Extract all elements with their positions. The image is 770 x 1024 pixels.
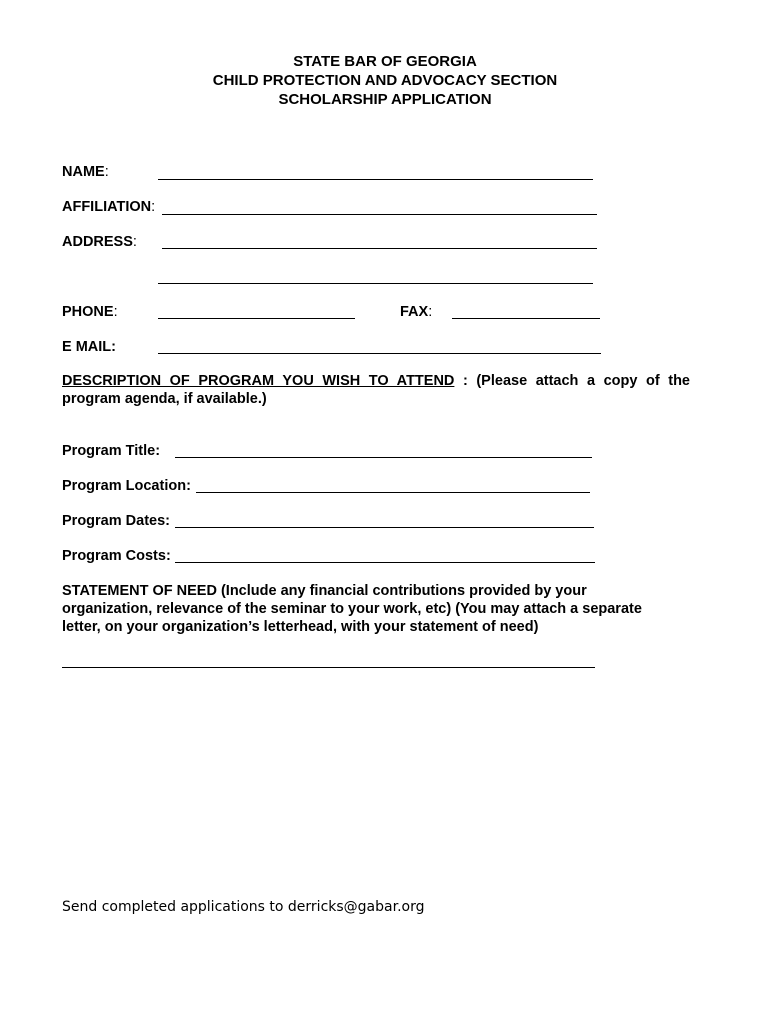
affiliation-label-text: AFFILIATION <box>62 199 152 215</box>
statement-of-need-heading: STATEMENT OF NEED (Include any financial contributions provided by your organization, relevance of the seminar to your work, etc) (You may attach a separate letter, on your organization’s letterhead, with your statement of need) <box>62 583 642 635</box>
program-dates-label: Program Dates: <box>62 513 170 529</box>
program-title-field[interactable] <box>175 457 592 458</box>
program-location-label: Program Location: <box>62 478 191 494</box>
phone-field[interactable] <box>158 318 355 319</box>
name-field[interactable] <box>158 179 593 180</box>
address-field-line1[interactable] <box>162 248 597 249</box>
phone-label-text: PHONE <box>62 304 114 320</box>
title-organization: STATE BAR OF GEORGIA <box>293 53 477 70</box>
title-form-name: SCHOLARSHIP APPLICATION <box>278 91 492 108</box>
affiliation-label: AFFILIATION: <box>62 199 156 215</box>
program-costs-field[interactable] <box>175 562 595 563</box>
phone-label: PHONE: <box>62 304 118 320</box>
program-location-field[interactable] <box>196 492 590 493</box>
fax-label-text: FAX <box>400 304 429 320</box>
statement-of-need-field[interactable] <box>62 667 595 668</box>
description-heading: DESCRIPTION OF PROGRAM YOU WISH TO ATTEND <box>62 373 455 389</box>
affiliation-field[interactable] <box>162 214 597 215</box>
name-label-text: NAME <box>62 164 105 180</box>
description-paragraph <box>62 372 690 408</box>
address-field-line2[interactable] <box>158 283 593 284</box>
program-costs-label: Program Costs: <box>62 548 171 564</box>
fax-label: FAX: <box>400 304 433 320</box>
address-label: ADDRESS: <box>62 234 137 250</box>
fax-field[interactable] <box>452 318 600 319</box>
title-section: CHILD PROTECTION AND ADVOCACY SECTION <box>212 72 558 89</box>
description-note: : (Please attach a copy of the program agenda, if available.) <box>62 373 690 407</box>
email-label: E MAIL: <box>62 339 116 355</box>
name-label: NAME: <box>62 164 109 180</box>
program-dates-field[interactable] <box>175 527 594 528</box>
email-field[interactable] <box>158 353 601 354</box>
program-title-label: Program Title: <box>62 443 161 459</box>
submission-instructions: Send completed applications to derricks@gabar.org <box>62 899 425 915</box>
address-label-text: ADDRESS <box>62 234 133 250</box>
